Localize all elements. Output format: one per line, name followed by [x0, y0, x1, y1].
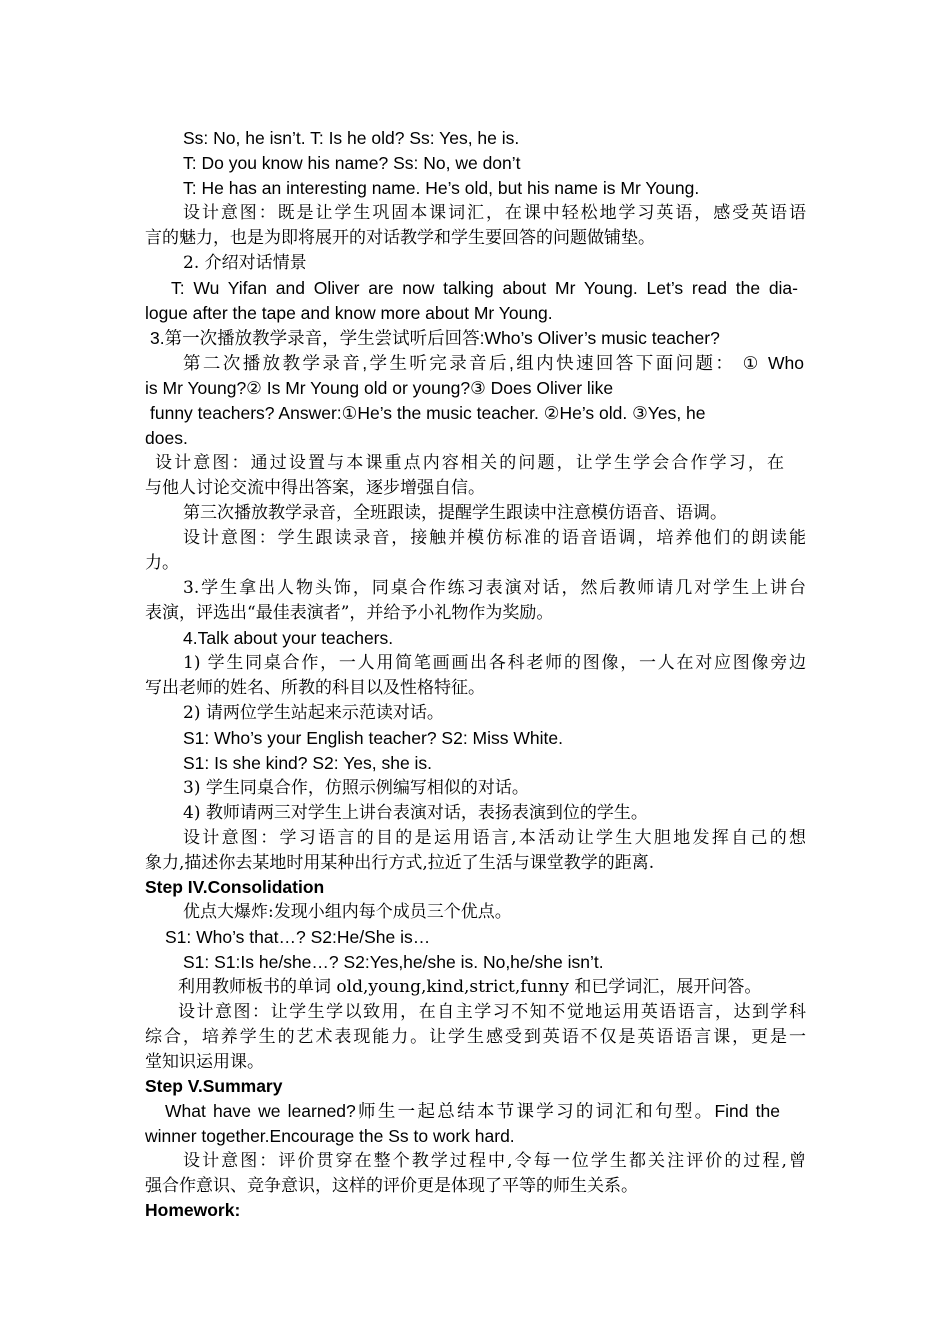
text-line: logue after the tape and know more about Mr Young.	[145, 303, 553, 323]
text-line: is Mr Young?② Is Mr Young old or young?③ Does Oliver like	[145, 378, 614, 398]
text-line: S1: Who’s your English teacher? S2: Miss White.	[183, 728, 563, 748]
text-line: does.	[145, 428, 188, 448]
text-line: 1) 学生同桌合作，一人用简笔画画出各科老师的图像，一人在对应图像旁边	[183, 653, 806, 673]
text-line: T: Do you know his name? Ss: No, we don’t	[183, 153, 521, 173]
text-line: 强合作意识、竞争意识，这样的评价更是体现了平等的师生关系。	[145, 1176, 638, 1196]
text-line: S1: S1:Is he/she…? S2:Yes,he/she is. No,he/she isn’t.	[183, 952, 604, 972]
text-line: 堂知识运用课。	[145, 1052, 264, 1072]
text-line: 优点大爆炸:发现小组内每个成员三个优点。	[183, 902, 512, 922]
text-line: 设计意图：既是让学生巩固本课词汇，在课中轻松地学习英语，感受英语语	[183, 203, 806, 223]
text-line: 力。	[145, 553, 179, 573]
text-line: 表演，评选出“最佳表演者”，并给予小礼物作为奖励。	[145, 603, 554, 623]
section-heading: Homework:	[145, 1200, 241, 1220]
text-line: What have we learned?师生一起总结本节课学习的词汇和句型。Find the	[165, 1101, 780, 1121]
text-line: 写出老师的姓名、所教的科目以及性格特征。	[145, 678, 485, 698]
section-heading: Step V.Summary	[145, 1076, 283, 1096]
text-line: 与他人讨论交流中得出答案，逐步增强自信。	[145, 478, 485, 498]
text-line: funny teachers? Answer:①He’s the music teacher. ②He’s old. ③Yes, he	[150, 403, 706, 423]
text-line: 设计意图：学习语言的目的是运用语言,本活动让学生大胆地发挥自己的想	[183, 828, 806, 848]
section-heading: Step IV.Consolidation	[145, 877, 325, 897]
text-line: 设计意图：评价贯穿在整个教学过程中,令每一位学生都关注评价的过程,曾	[183, 1151, 806, 1171]
text-line: 利用教师板书的单词 old,young,kind,strict,funny 和已学词汇，展开问答。	[178, 977, 762, 997]
text-line: T: Wu Yifan and Oliver are now talking about Mr Young. Let’s read the dia-	[171, 278, 798, 298]
text-line: S1: Who’s that…? S2:He/She is…	[165, 927, 431, 947]
text-line: 言的魅力，也是为即将展开的对话教学和学生要回答的问题做铺垫。	[145, 228, 655, 248]
text-line: 4.Talk about your teachers.	[183, 628, 394, 648]
text-line: 第三次播放教学录音，全班跟读，提醒学生跟读中注意模仿语音、语调。	[183, 503, 727, 523]
text-line: 3.学生拿出人物头饰，同桌合作练习表演对话，然后教师请几对学生上讲台	[183, 578, 806, 598]
text-line: S1: Is she kind? S2: Yes, she is.	[183, 753, 433, 773]
text-line: 象力,描述你去某地时用某种出行方式,拉近了生活与课堂教学的距离.	[145, 853, 655, 873]
text-line: 2) 请两位学生站起来示范读对话。	[183, 703, 444, 723]
text-line: 设计意图：学生跟读录音，接触并模仿标准的语音语调，培养他们的朗读能	[183, 528, 806, 548]
text-line: 4) 教师请两三对学生上讲台表演对话，表扬表演到位的学生。	[183, 803, 648, 823]
text-line: 2. 介绍对话情景	[183, 253, 307, 273]
text-line: 3) 学生同桌合作，仿照示例编写相似的对话。	[183, 778, 529, 798]
text-line: winner together.Encourage the Ss to work hard.	[145, 1126, 515, 1146]
text-line: 3.第一次播放教学录音，学生尝试听后回答:Who’s Oliver’s music teacher?	[150, 328, 720, 348]
text-line: Ss: No, he isn’t. T: Is he old? Ss: Yes, he is.	[183, 128, 520, 148]
text-line: 第二次播放教学录音,学生听完录音后,组内快速回答下面问题： ① Who	[183, 353, 804, 373]
text-line: 设计意图：让学生学以致用，在自主学习不知不觉地运用英语语言，达到学科	[178, 1002, 806, 1022]
text-line: 综合，培养学生的艺术表现能力。让学生感受到英语不仅是英语语言课，更是一	[145, 1027, 806, 1047]
text-line: T: He has an interesting name. He’s old, but his name is Mr Young.	[183, 178, 700, 198]
text-line: 设计意图：通过设置与本课重点内容相关的问题，让学生学会合作学习，在	[155, 453, 784, 473]
